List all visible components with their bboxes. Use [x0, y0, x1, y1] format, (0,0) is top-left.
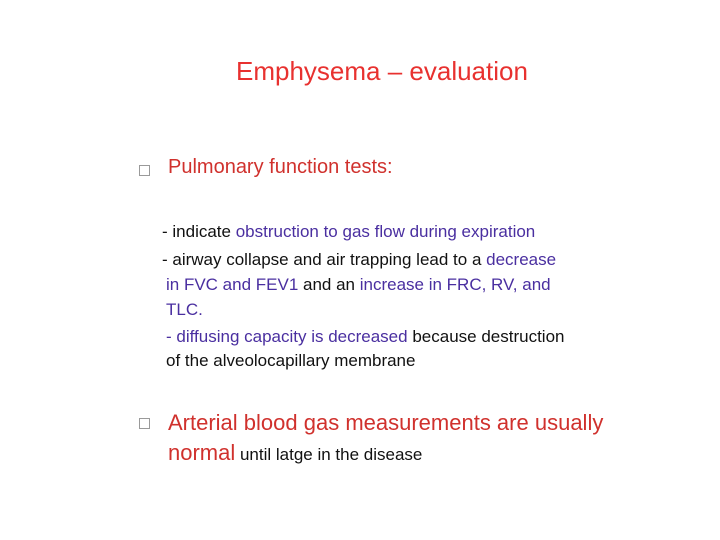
- hollow-square-bullet-icon: [139, 165, 150, 176]
- pft-line-5-text: because destruction: [407, 327, 565, 346]
- bullet-abg: [168, 410, 603, 466]
- pft-line-5: [166, 327, 565, 347]
- abg-line-1: Arterial blood gas measurements are usually: [168, 410, 604, 435]
- pft-line-3-highlight-b: increase in FRC, RV, and: [359, 275, 551, 294]
- pft-line-1-highlight: obstruction to gas flow during expiration: [235, 222, 536, 241]
- abg-line-2-text: until latge in the disease: [235, 445, 423, 464]
- pft-line-2-highlight: decrease: [486, 250, 557, 269]
- abg-line-2: [168, 440, 603, 466]
- hollow-square-bullet-icon: [139, 418, 150, 429]
- pft-line-1-text: - indicate: [162, 222, 236, 241]
- slide-title: Emphysema – evaluation: [236, 56, 528, 86]
- pft-line-1: [162, 222, 535, 242]
- bullet-heading-pft: Pulmonary function tests:: [168, 156, 393, 178]
- pft-line-2-text: - airway collapse and air trapping lead to a: [162, 250, 487, 269]
- pft-line-4: [166, 300, 203, 320]
- pft-line-4-highlight: TLC.: [166, 300, 203, 319]
- pft-line-2: [162, 250, 556, 270]
- pft-line-3-text: and an: [298, 275, 360, 294]
- pft-line-5-highlight: - diffusing capacity is decreased: [166, 327, 408, 346]
- pft-line-3-highlight-a: in FVC and FEV1: [166, 275, 299, 294]
- pft-line-6-text: of the alveolocapillary membrane: [166, 351, 416, 370]
- pft-line-3: [166, 275, 551, 295]
- abg-line-2-normal: normal: [168, 440, 236, 465]
- pft-line-6: [166, 351, 415, 371]
